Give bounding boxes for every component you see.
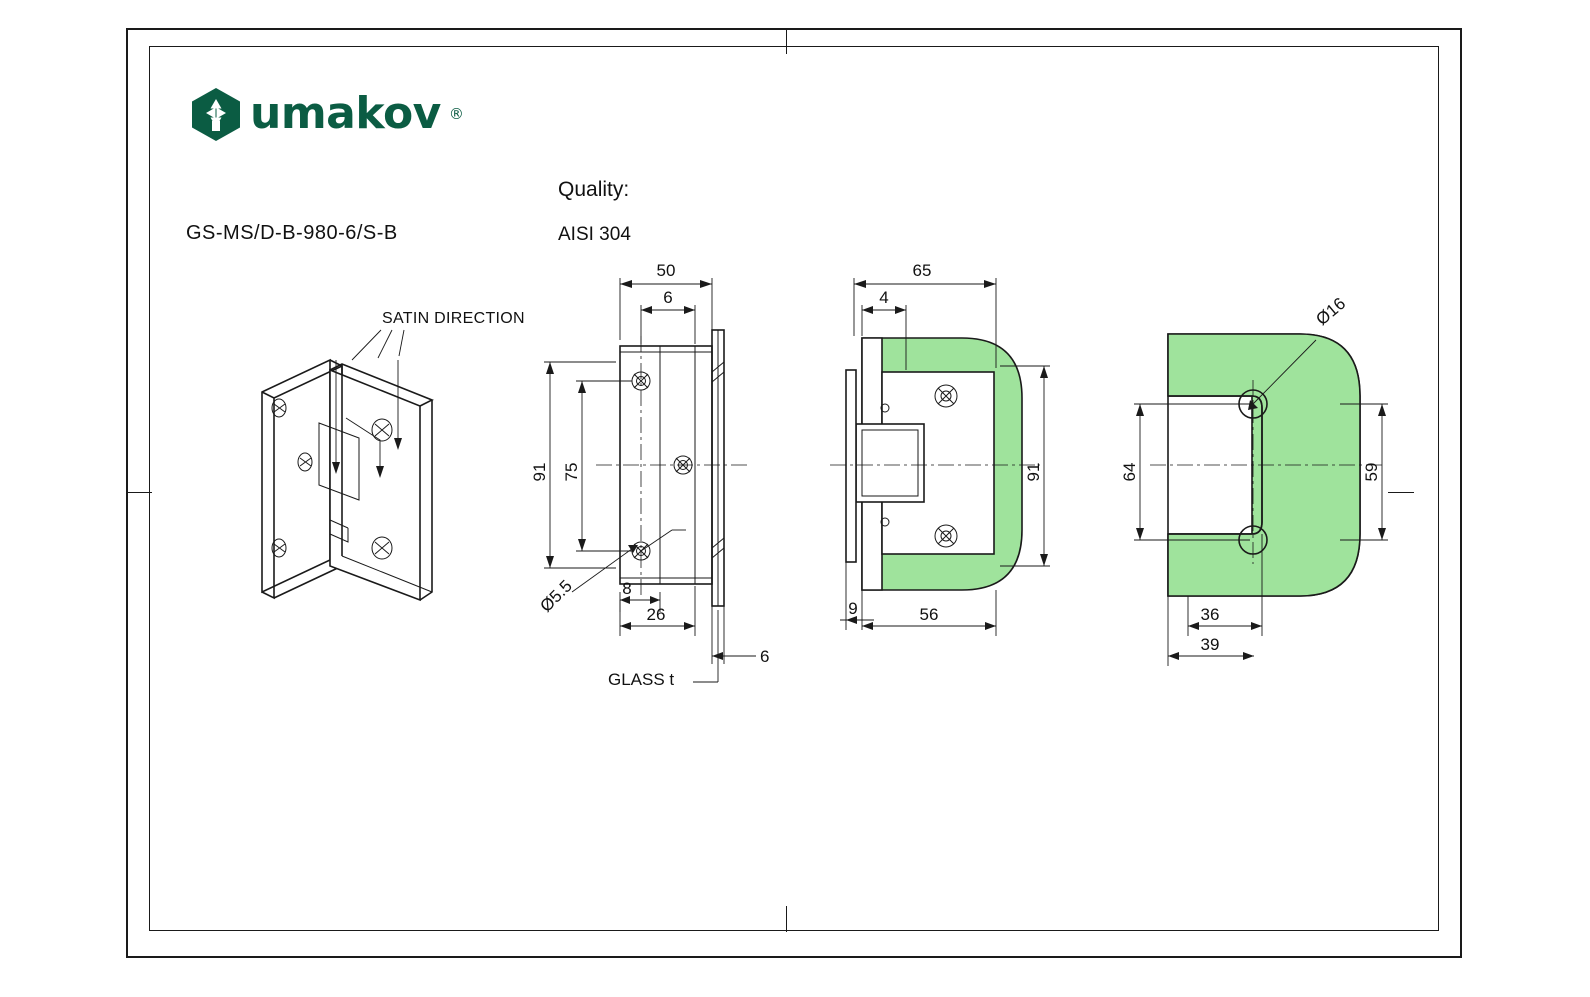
svg-text:50: 50 bbox=[656, 261, 676, 280]
svg-text:9: 9 bbox=[848, 599, 858, 618]
svg-text:8: 8 bbox=[622, 579, 632, 598]
glass-thickness-label: GLASS t bbox=[608, 670, 675, 689]
isometric-view bbox=[262, 330, 432, 600]
top-view bbox=[1120, 294, 1388, 666]
front-view bbox=[530, 261, 769, 682]
svg-text:6: 6 bbox=[760, 647, 770, 666]
svg-text:36: 36 bbox=[1200, 605, 1220, 624]
svg-text:26: 26 bbox=[646, 605, 666, 624]
svg-text:75: 75 bbox=[562, 462, 581, 482]
brand-name: umakov bbox=[250, 88, 441, 139]
svg-text:56: 56 bbox=[919, 605, 939, 624]
product-code: GS-MS/D-B-980-6/S-B bbox=[186, 222, 398, 244]
svg-text:91: 91 bbox=[1024, 462, 1043, 482]
side-view bbox=[830, 261, 1050, 636]
svg-text:91: 91 bbox=[530, 462, 549, 482]
svg-text:6: 6 bbox=[663, 288, 673, 307]
quality-label: Quality: bbox=[558, 178, 630, 201]
registered-mark: ® bbox=[448, 105, 464, 123]
svg-text:64: 64 bbox=[1120, 462, 1139, 482]
svg-text:59: 59 bbox=[1362, 462, 1381, 482]
satin-direction-label: SATIN DIRECTION bbox=[382, 310, 525, 327]
svg-text:39: 39 bbox=[1200, 635, 1220, 654]
svg-text:Ø16: Ø16 bbox=[1312, 293, 1350, 330]
quality-value: AISI 304 bbox=[558, 224, 631, 245]
svg-text:4: 4 bbox=[879, 288, 889, 307]
svg-text:65: 65 bbox=[912, 261, 932, 280]
svg-text:Ø5.5: Ø5.5 bbox=[536, 576, 576, 616]
